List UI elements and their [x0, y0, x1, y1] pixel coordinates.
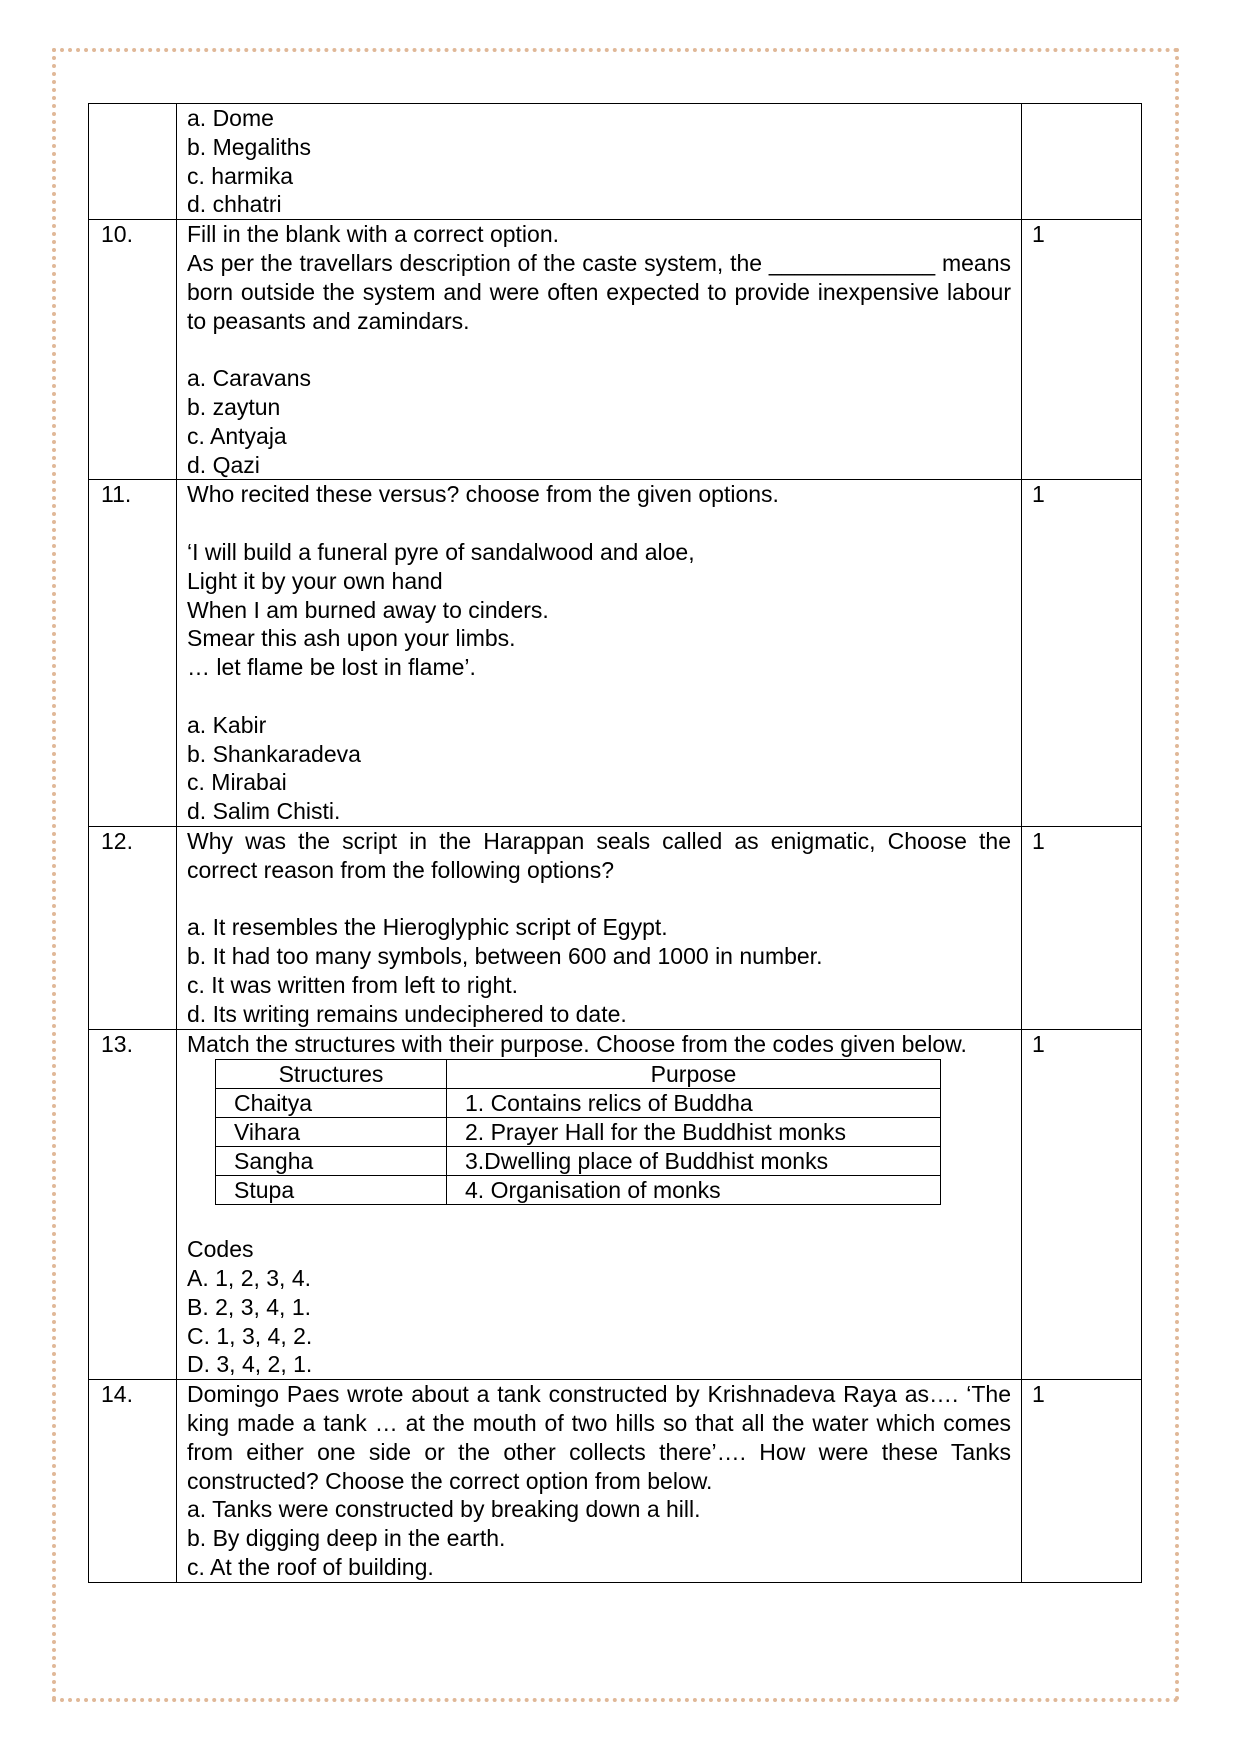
- purpose-cell: 2. Prayer Hall for the Buddhist monks: [447, 1118, 941, 1147]
- question-row-14: [89, 1380, 1142, 1583]
- option: c. harmika: [187, 162, 294, 189]
- option: b. Megaliths: [187, 133, 312, 160]
- option: c. It was written from left to right.: [187, 971, 519, 998]
- option: b. zaytun: [187, 393, 281, 420]
- option: d. Qazi: [187, 451, 260, 478]
- option: b. By digging deep in the earth.: [187, 1525, 506, 1552]
- option: c. At the roof of building.: [187, 1554, 434, 1581]
- option: c. Antyaja: [187, 422, 287, 449]
- verse-line: ‘I will build a funeral pyre of sandalwood and aloe,: [187, 538, 695, 565]
- question-row-9-continued: [89, 104, 1142, 220]
- marks: 1: [1022, 826, 1142, 1029]
- verse-line: Light it by your own hand: [187, 567, 443, 594]
- marks: [1022, 104, 1142, 220]
- purpose-cell: 4. Organisation of monks: [447, 1176, 941, 1205]
- question-number: 10.: [89, 220, 177, 480]
- match-table: [215, 1059, 941, 1205]
- question-body: [177, 1380, 1022, 1583]
- question-stem: Fill in the blank with a correct option.: [187, 221, 560, 248]
- question-body: [177, 826, 1022, 1029]
- option: a. Caravans: [187, 365, 312, 392]
- option: a. Dome: [187, 105, 274, 131]
- question-number: 11.: [89, 480, 177, 827]
- option: a. It resembles the Hieroglyphic script of Egypt.: [187, 914, 668, 941]
- option: a. Kabir: [187, 711, 267, 738]
- verse-line: … let flame be lost in flame’.: [187, 654, 476, 681]
- question-stem: As per the travellars description of the caste system, the _____________ means born outside the system and were often expected to provide inexpensive labour to peasants and zamindars.: [187, 249, 1018, 334]
- option: b. It had too many symbols, between 600 and 1000 in number.: [187, 943, 823, 970]
- codes-label: Codes: [187, 1236, 254, 1263]
- question-body: [177, 1029, 1022, 1380]
- purpose-cell: 3.Dwelling place of Buddhist monks: [447, 1147, 941, 1176]
- verse-line: Smear this ash upon your limbs.: [187, 625, 516, 652]
- question-number: 14.: [89, 1380, 177, 1583]
- question-row-11: [89, 480, 1142, 827]
- question-stem: Who recited these versus? choose from the given options.: [187, 481, 779, 508]
- question-number: 13.: [89, 1029, 177, 1380]
- code-option: A. 1, 2, 3, 4.: [187, 1265, 312, 1292]
- question-number: [89, 104, 177, 220]
- match-header-row: [216, 1060, 941, 1089]
- option: d. chhatri: [187, 191, 282, 218]
- code-option: B. 2, 3, 4, 1.: [187, 1293, 312, 1320]
- question-stem: Match the structures with their purpose. Choose from the codes given below.: [187, 1030, 967, 1057]
- structure-cell: Chaitya: [216, 1089, 447, 1118]
- option: c. Mirabai: [187, 769, 287, 796]
- spacer: [187, 509, 1011, 538]
- question-table: [88, 103, 1142, 1583]
- marks: 1: [1022, 220, 1142, 480]
- match-row: [216, 1147, 941, 1176]
- match-header: Purpose: [447, 1060, 941, 1089]
- question-row-12: [89, 826, 1142, 1029]
- marks: 1: [1022, 1029, 1142, 1380]
- spacer: [187, 682, 1011, 711]
- question-row-10: [89, 220, 1142, 480]
- match-row: [216, 1176, 941, 1205]
- code-option: D. 3, 4, 2, 1.: [187, 1351, 313, 1378]
- question-body: [177, 104, 1022, 220]
- structure-cell: Vihara: [216, 1118, 447, 1147]
- structure-cell: Sangha: [216, 1147, 447, 1176]
- purpose-cell: 1. Contains relics of Buddha: [447, 1089, 941, 1118]
- question-stem: Why was the script in the Harappan seals called as enigmatic, Choose the correct reason from the following options?: [187, 827, 1018, 883]
- question-body: [177, 220, 1022, 480]
- marks: 1: [1022, 1380, 1142, 1583]
- match-row: [216, 1118, 941, 1147]
- option: d. Salim Chisti.: [187, 798, 341, 825]
- verse-line: When I am burned away to cinders.: [187, 596, 549, 623]
- question-row-13: [89, 1029, 1142, 1380]
- question-body: [177, 480, 1022, 827]
- marks: 1: [1022, 480, 1142, 827]
- match-header: Structures: [216, 1060, 447, 1089]
- option: d. Its writing remains undeciphered to date.: [187, 1000, 627, 1027]
- spacer: [187, 885, 1011, 914]
- option: a. Tanks were constructed by breaking down a hill.: [187, 1496, 701, 1523]
- match-row: [216, 1089, 941, 1118]
- spacer: [187, 335, 1011, 364]
- question-number: 12.: [89, 826, 177, 1029]
- code-option: C. 1, 3, 4, 2.: [187, 1322, 313, 1349]
- structure-cell: Stupa: [216, 1176, 447, 1205]
- question-stem: Domingo Paes wrote about a tank constructed by Krishnadeva Raya as…. ‘The king made a tank … at the mouth of two hills so that all the water which comes from either one side or the other collects there’…. How were these Tanks constructed? Choose the correct option from below.: [187, 1381, 1018, 1494]
- option: b. Shankaradeva: [187, 740, 361, 767]
